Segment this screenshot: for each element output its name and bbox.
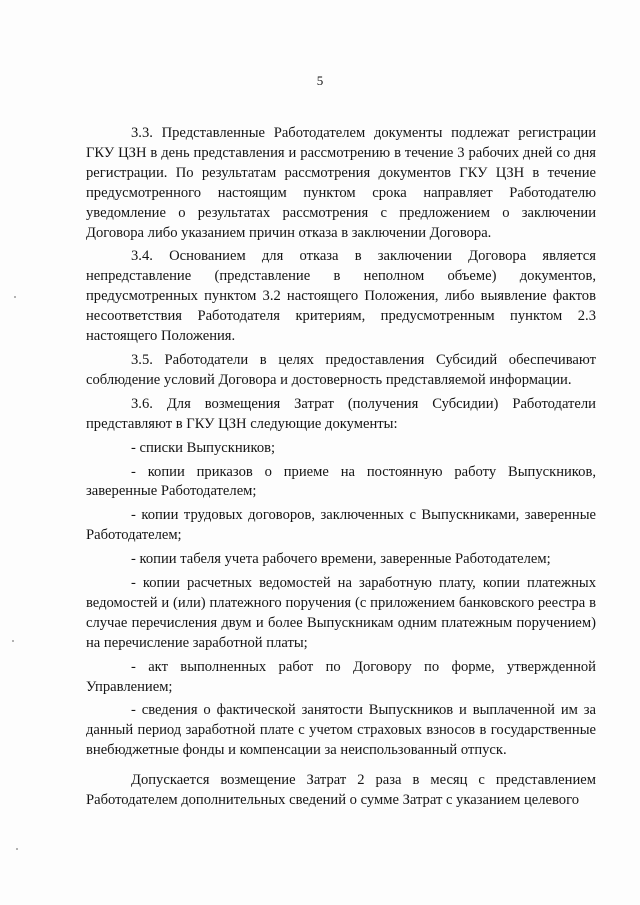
scan-speck: [12, 640, 14, 642]
scan-speck: [16, 848, 18, 850]
page-number: 5: [316, 73, 324, 88]
list-item-employment-info: - сведения о фактической занятости Выпускников и выплаченной им за данный период заработной плате с учетом страховых взносов в государственные внебюджетные фонды и компенсации за неиспользованный отпуск.: [86, 702, 596, 759]
paragraph-3-3: 3.3. Представленные Работодателем документы подлежат регистрации ГКУ ЦЗН в день представления и рассмотрению в течение 3 рабочих дней со дня регистрации. По результатам рассмотрения документов ГКУ ЦЗН в течение предусмотренного настоящим пунктом срока направляет Работодателю уведомление о результатах рассмотрения с предложением о заключении Договора либо указанием причин отказа в заключении Договора.: [86, 125, 596, 241]
list-item-hiring-orders: - копии приказов о приеме на постоянную работу Выпускников, заверенные Работодателем;: [86, 463, 596, 500]
scan-speck: [14, 296, 16, 298]
list-item-work-act: - акт выполненных работ по Договору по форме, утвержденной Управлением;: [86, 658, 596, 695]
list-item-graduate-lists: - списки Выпускников;: [131, 439, 276, 456]
paragraph-reimbursement-frequency: Допускается возмещение Затрат 2 раза в месяц с представлением Работодателем дополнительных сведений о сумме Затрат с указанием целевого: [86, 772, 596, 809]
paragraph-3-6: 3.6. Для возмещения Затрат (получения Субсидии) Работодатели представляют в ГКУ ЦЗН следующие документы:: [86, 395, 596, 432]
document-body: [86, 124, 596, 811]
list-item-employment-contracts: - копии трудовых договоров, заключенных с Выпускниками, заверенные Работодателем;: [86, 507, 596, 544]
paragraph-3-4: 3.4. Основанием для отказа в заключении Договора является непредставление (представление в неполном объеме) документов, предусмотренных пунктом 3.2 настоящего Положения, либо выявление фактов несоответствия Работодателя критериям, предусмотренным пунктом 2.3 настоящего Положения.: [86, 248, 596, 345]
list-item-payroll-statements: - копии расчетных ведомостей на заработную плату, копии платежных ведомостей и (или) платежного поручения (с приложением банковского реестра в случае перечисления двум и более Выпускникам одним платежным поручением) на перечисление заработной платы;: [86, 575, 596, 651]
paragraph-3-5: 3.5. Работодатели в целях предоставления Субсидий обеспечивают соблюдение условий Договора и достоверность представляемой информации.: [86, 351, 596, 388]
list-item-timesheets: - копии табеля учета рабочего времени, заверенные Работодателем;: [131, 551, 551, 568]
